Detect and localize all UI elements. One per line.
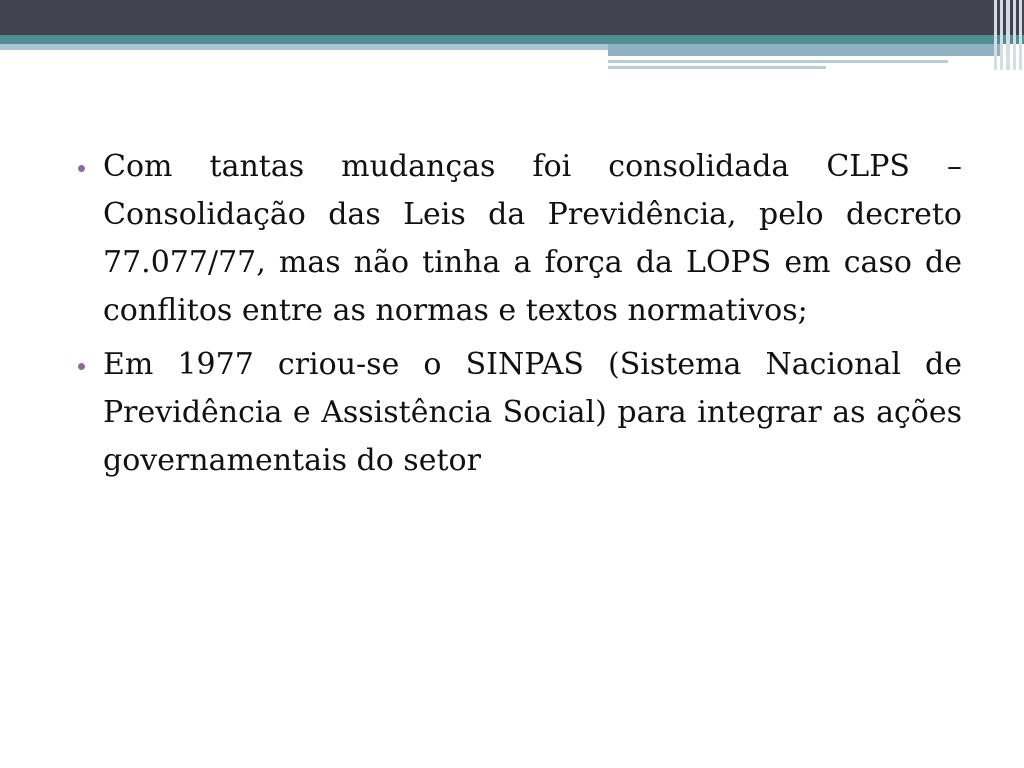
header-vertical-stripes [992, 0, 1024, 70]
header-dark-band [0, 0, 1024, 35]
bullet-dot-icon [78, 363, 85, 370]
header-accent-bar [608, 44, 1003, 56]
header-light-stripe [0, 44, 608, 50]
bullet-text: Em 1977 criou-se o SINPAS (Sistema Nacional de Previdência e Assistência Social) para integrar as ações governamentais do setor [103, 347, 962, 478]
header-accent-line-2 [608, 66, 826, 69]
slide-content [78, 143, 962, 485]
bullet-text: Com tantas mudanças foi consolidada CLPS – Consolidação das Leis da Previdência, pelo decreto 77.077/77, mas não tinha a força da LOPS em caso de conflitos entre as normas e textos normativos; [103, 149, 962, 328]
header-accent-line-1 [608, 60, 948, 63]
bullet-item [78, 341, 962, 485]
bullet-dot-icon [78, 165, 85, 172]
header-teal-band [0, 35, 1024, 44]
bullet-item [78, 143, 962, 335]
